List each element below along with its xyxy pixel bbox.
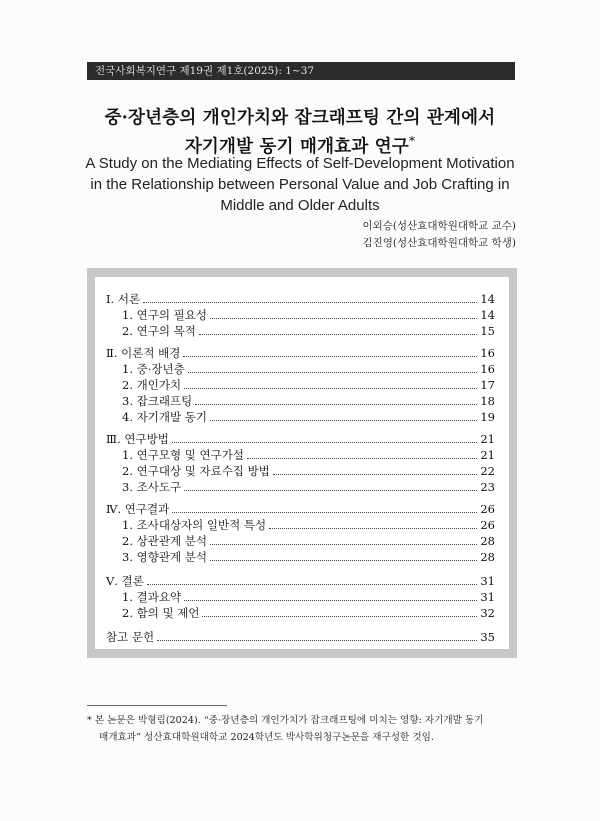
toc-leader-dots bbox=[269, 528, 477, 529]
toc-entry-label: Ⅲ. 연구방법 bbox=[106, 432, 169, 446]
toc-entry bbox=[122, 517, 495, 533]
toc-entry-label: 3. 조사도구 bbox=[122, 480, 182, 494]
table-of-contents bbox=[95, 277, 509, 649]
title-english bbox=[0, 153, 600, 216]
toc-entry bbox=[122, 605, 495, 621]
toc-entry-page: 15 bbox=[480, 324, 495, 338]
footnote-line2: 매개효과” 성산효대학원대학교 2024학년도 박사학위청구논문을 재구성한 것임. bbox=[99, 732, 434, 743]
toc-entry-page: 26 bbox=[480, 502, 495, 516]
toc-leader-dots bbox=[202, 616, 477, 617]
toc-leader-dots bbox=[184, 388, 477, 389]
table-of-contents-box bbox=[87, 268, 517, 658]
toc-leader-dots bbox=[210, 560, 477, 561]
title-english-line1: A Study on the Mediating Effects of Self-Development Motivation bbox=[85, 155, 515, 172]
toc-entry-label: 1. 조사대상자의 일반적 특성 bbox=[122, 518, 267, 532]
toc-leader-dots bbox=[210, 544, 477, 545]
toc-entry bbox=[122, 323, 495, 339]
toc-entry-page: 28 bbox=[480, 534, 495, 548]
toc-entry-label: Ⅳ. 연구결과 bbox=[106, 502, 170, 516]
toc-entry-page: 23 bbox=[480, 480, 495, 494]
toc-entry bbox=[106, 291, 495, 307]
toc-entry-label: 4. 자기개발 동기 bbox=[122, 410, 207, 424]
toc-leader-dots bbox=[195, 404, 477, 405]
toc-leader-dots bbox=[247, 458, 477, 459]
toc-entry-label: Ⅰ. 서론 bbox=[106, 292, 141, 306]
toc-entry-page: 26 bbox=[480, 518, 495, 532]
toc-entry-page: 14 bbox=[480, 292, 495, 306]
toc-leader-dots bbox=[188, 372, 478, 373]
toc-entry-page: 17 bbox=[480, 378, 495, 392]
toc-entry-page: 18 bbox=[480, 394, 495, 408]
toc-entry-label: Ⅱ. 이론적 배경 bbox=[106, 346, 181, 360]
toc-entry bbox=[122, 409, 495, 425]
toc-entry-label: 2. 연구대상 및 자료수집 방법 bbox=[122, 464, 270, 478]
toc-entry-page: 35 bbox=[480, 630, 495, 644]
toc-entry bbox=[122, 533, 495, 549]
toc-leader-dots bbox=[147, 584, 478, 585]
title-english-line2: in the Relationship between Personal Value and Job Crafting in bbox=[90, 176, 510, 193]
toc-entry bbox=[122, 377, 495, 393]
toc-leader-dots bbox=[199, 334, 478, 335]
toc-leader-dots bbox=[184, 490, 477, 491]
toc-leader-dots bbox=[172, 512, 477, 513]
toc-leader-dots bbox=[172, 442, 478, 443]
author-2: 김진영(성산효대학원대학교 학생) bbox=[362, 237, 516, 249]
toc-entry-page: 32 bbox=[480, 606, 495, 620]
toc-leader-dots bbox=[143, 302, 477, 303]
toc-entry-label: 2. 개인가치 bbox=[122, 378, 182, 392]
title-korean-line2-text: 자기개발 동기 매개효과 연구 bbox=[184, 136, 409, 157]
toc-entry-label: 3. 잡크래프팅 bbox=[122, 394, 193, 408]
toc-entry bbox=[106, 501, 495, 517]
running-header: 전국사회복지연구 제19권 제1호(2025): 1~37 bbox=[87, 62, 515, 80]
toc-entry-label: 2. 상관관계 분석 bbox=[122, 534, 207, 548]
toc-entry-page: 28 bbox=[480, 550, 495, 564]
toc-entry-label: 2. 연구의 목적 bbox=[122, 324, 196, 338]
toc-entry-page: 16 bbox=[480, 346, 495, 360]
toc-entry-page: 19 bbox=[480, 410, 495, 424]
toc-entry bbox=[122, 589, 495, 605]
title-footnote-mark: * bbox=[408, 134, 416, 148]
toc-entry-label: Ⅴ. 결론 bbox=[106, 574, 144, 588]
toc-entry-label: 참고 문헌 bbox=[106, 630, 155, 644]
toc-entry-page: 22 bbox=[480, 464, 495, 478]
toc-leader-dots bbox=[184, 600, 477, 601]
toc-entry-page: 21 bbox=[480, 448, 495, 462]
toc-entry bbox=[122, 549, 495, 565]
toc-entry bbox=[122, 447, 495, 463]
toc-entry bbox=[106, 573, 495, 589]
toc-entry bbox=[122, 307, 495, 323]
toc-leader-dots bbox=[210, 318, 477, 319]
toc-entry-label: 3. 영향관계 분석 bbox=[122, 550, 207, 564]
toc-entry-label: 2. 함의 및 제언 bbox=[122, 606, 200, 620]
title-korean-line1: 중·장년층의 개인가치와 잡크래프팅 간의 관계에서 bbox=[104, 108, 496, 128]
title-english-line3: Middle and Older Adults bbox=[220, 197, 380, 214]
toc-entry-page: 31 bbox=[480, 590, 495, 604]
author-list bbox=[362, 218, 516, 252]
toc-entry bbox=[106, 431, 495, 447]
author-1: 이외승(성산효대학원대학교 교수) bbox=[362, 220, 516, 232]
toc-entry-page: 21 bbox=[480, 432, 495, 446]
toc-leader-dots bbox=[183, 356, 477, 357]
footnote bbox=[87, 712, 527, 746]
toc-entry-page: 14 bbox=[480, 308, 495, 322]
toc-entry bbox=[106, 629, 495, 645]
toc-entry-label: 1. 연구모형 및 연구가설 bbox=[122, 448, 244, 462]
toc-entry bbox=[122, 393, 495, 409]
toc-entry bbox=[106, 345, 495, 361]
toc-entry-label: 1. 결과요약 bbox=[122, 590, 182, 604]
toc-leader-dots bbox=[273, 474, 478, 475]
toc-entry-page: 16 bbox=[480, 362, 495, 376]
toc-entry bbox=[122, 361, 495, 377]
toc-leader-dots bbox=[210, 420, 477, 421]
toc-entry-page: 31 bbox=[480, 574, 495, 588]
toc-entry-label: 1. 중·장년층 bbox=[122, 362, 185, 376]
toc-leader-dots bbox=[157, 640, 477, 641]
toc-entry bbox=[122, 463, 495, 479]
toc-entry-label: 1. 연구의 필요성 bbox=[122, 308, 207, 322]
footnote-divider bbox=[87, 705, 227, 706]
toc-entry bbox=[122, 479, 495, 495]
footnote-line1: * 본 논문은 박형림(2024). “중·장년층의 개인가치가 잡크래프팅에 미치는 영향: 자기개발 동기 bbox=[87, 715, 484, 726]
